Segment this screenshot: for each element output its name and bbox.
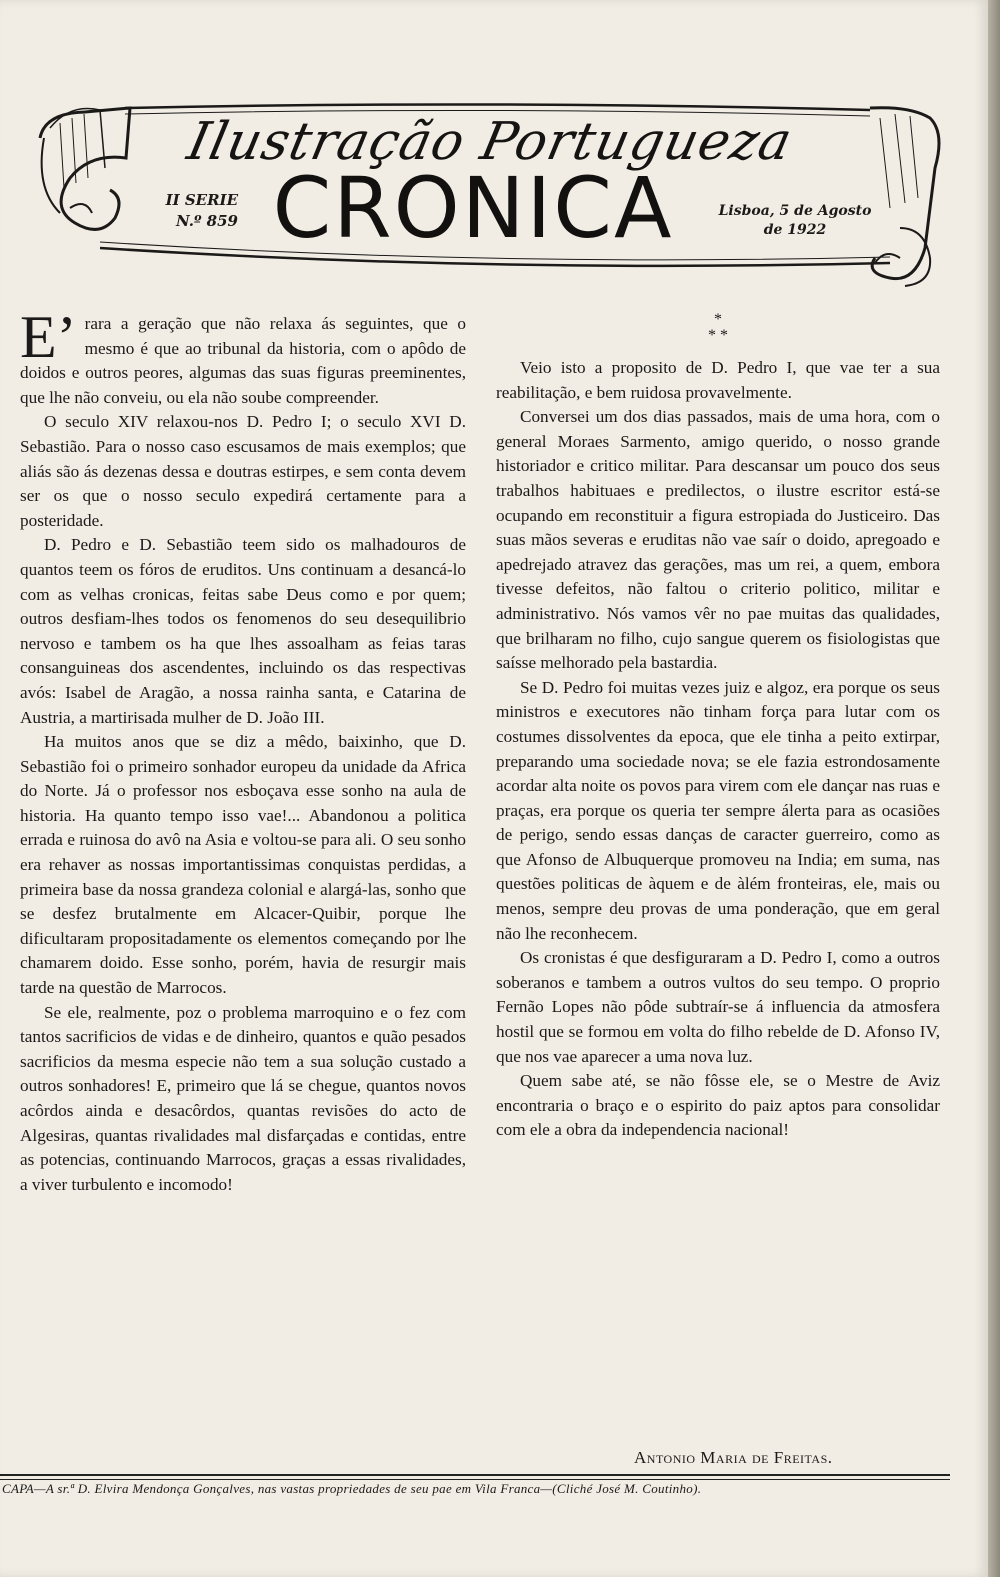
article-paragraph: Os cronistas é que desfiguraram a D. Pedro I, como a outros soberanos e tambem a outros vultos do seu tempo. O proprio Fernão Lopes não pôde subtraír-se á influencia da atmosfera hostil que se formou em volta do filho rebelde de D. Afonso IV, que nos vae aparecer a uma nova luz.: [496, 948, 940, 1066]
magazine-script-title: Ilustração Portugueza: [182, 112, 798, 172]
article-paragraph: E’ rara a geração que não relaxa ás seguintes, que o mesmo é que ao tribunal da historia, com o apôdo de doidos e outros peores, algumas das suas figuras preeminentes, que lhe não conveiu, ou ela não soube compreender.: [20, 304, 466, 407]
dateline: [710, 202, 880, 240]
article-paragraph: Se D. Pedro foi muitas vezes juiz e algoz, era porque os seus ministros e executores não tinham força para lutar com os costumes dissolventes da epoca, que ele tinha a peito extirpar, preparando uma sociedade nova; se ele fazia estrondosamente acordar alta noite os povos para virem com ele dançar nas ruas e praças, era porque os queria ter sempre álerta para as ocasiões de perigo, sendo essas danças de caracter guerreiro, como as que Afonso de Albuquerque promoveu na India; em suma, nas questões politicas de àquem e de àlém fronteiras, ele, mais ou menos, sempre deu provas de uma ponderação, que em geral não lhe reconhecem.: [496, 677, 940, 943]
footer-rule: [0, 1474, 950, 1476]
series-label: II SERIE: [165, 191, 238, 209]
article-paragraph: D. Pedro e D. Sebastião teem sido os malhadouros de quantos teem os fóros de eruditos. Uns continuam a desancá-lo com as velhas cronicas, feitas sabe Deus como e por quem; outros desfiam-lhes todos os fenomenos do seu desequilibrio nervoso e tambem os ha que lhes assoalham as feias taras consanguineas dos ascendentes, incluindo os das respectivas avós: Isabel de Aragão, a nossa rainha santa, e Catarina de Austria, a martirisada mulher de D. João III.: [20, 535, 466, 727]
article-paragraph: O seculo XIV relaxou-nos D. Pedro I; o seculo XVI D. Sebastião. Para o nosso caso escusamos de mais exemplos; que aliás são ás dezenas dessa e doutras estirpes, e sem conta devem ser os que o nosso seculo expedirá certamente para a posteridade.: [20, 412, 466, 530]
date-line-1: Lisboa, 5 de Agosto: [718, 203, 872, 219]
series-info: [118, 190, 238, 232]
article-paragraph: Veio isto a proposito de D. Pedro I, que vae ter a sua reabilitação, e bem ruidosa provavelmente.: [496, 358, 940, 402]
article-column-right: [496, 312, 940, 1143]
date-line-2: de 1922: [763, 222, 827, 238]
article-column-left: [20, 304, 466, 1197]
article-paragraph: Ha muitos anos que se diz a mêdo, baixinho, que D. Sebastião foi o primeiro sonhador europeu da unidade da Africa do Norte. Já o professor nos esboçava esse sonho na aula de historia. Ha quanto tempo isso vae!... Abandonou a politica errada e ruinosa do avô na Asia e voltou-se para ali. O seu sonho era rehaver as nossas importantissimas conquistas perdidas, a primeira base da nossa grandeza colonial e alargá-las, sonho que se desfez brutalmente em Alcacer-Quibir, porque lhe dificultaram propositadamente os elementos começando por lhe chamarem doido. Esse sonho, porém, havia de resurgir mais tarde na questão de Marrocos.: [20, 732, 466, 998]
asterism-divider: * * *: [708, 311, 728, 344]
article-paragraph: Se ele, realmente, poz o problema marroquino e o fez com tantos sacrificios de vidas e de dinheiro, quantos e quão pesados sacrificios da mesma especie não tem a sua solução custado a outros sonhadores! E, primeiro que lá se chegue, quantos novos acôrdos ainda e desacôrdos, quantas revisões do acto de Algesiras, quantas rivalidades mal disfarçadas e contidas, entre as potencias, continuando Marrocos, graças a essas rivalidades, a viver turbulento e incomodo!: [20, 1002, 466, 1194]
cover-caption: CAPA—A sr.ª D. Elvira Mendonça Gonçalves, nas vastas propriedades de seu pae em Vila Franca—(Cliché José M. Coutinho).: [2, 1481, 702, 1496]
issue-number: N.º 859: [175, 212, 238, 230]
article-paragraph: Quem sabe até, se não fôsse ele, se o Mestre de Aviz encontraria o braço e o espirito do paiz aptos para consolidar com ele a obra da independencia nacional!: [496, 1071, 940, 1140]
footer-rule-thin: [0, 1479, 950, 1480]
masthead: [30, 98, 950, 298]
article-paragraph: Conversei um dos dias passados, mais de uma hora, com o general Moraes Sarmento, amigo querido, o nosso grande historiador e critico militar. Para descansar um pouco dos seus trabalhos habituaes e predilectos, o ilustre escritor está-se ocupando em reconstituir a figura estropiada do Justiceiro. Das suas mãos severas e eruditas não vae saír o doido, apregoado e apedrejado atravez das gerações, mas um rei, a quem, embora tivesse defeitos, não faltou o criterio politico, militar e administrativo. Nós vamos vêr no pae muitas das qualidades, que brilharam no filho, cujo sangue querem os fisiologistas que saísse melhorado pela bastardia.: [496, 407, 940, 673]
drop-cap: E’: [20, 304, 77, 370]
section-title: CRONICA: [272, 159, 674, 257]
author-signature: Antonio Maria de Freitas.: [634, 1448, 833, 1467]
page-spine-edge: [988, 0, 1000, 1577]
